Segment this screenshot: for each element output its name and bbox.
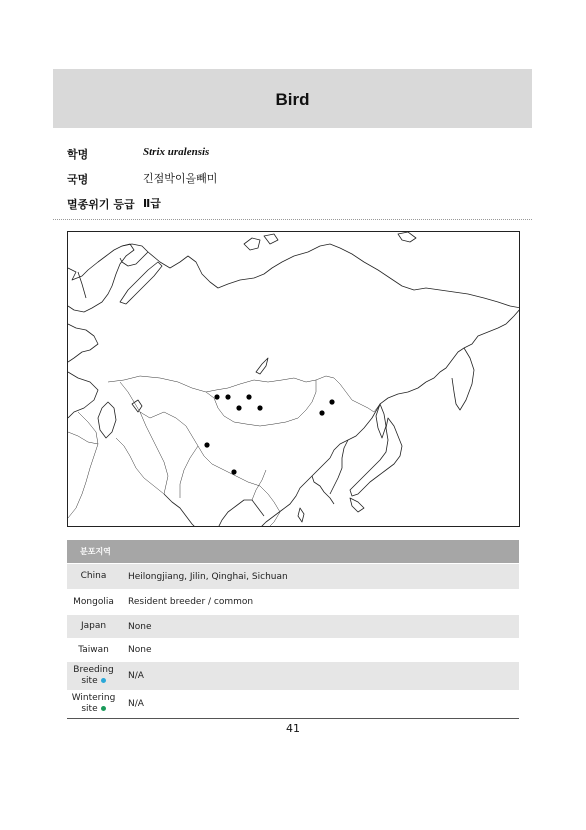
arctic-island-2: [264, 234, 278, 244]
scientific-name-label: 학명: [67, 148, 89, 161]
taiwan-coast: [298, 508, 304, 522]
russia-southern-border: [108, 376, 380, 412]
europe-coast: [68, 372, 98, 418]
occurrence-point: [257, 405, 262, 410]
new-siberian-islands-coast: [398, 232, 416, 242]
central-asia-border: [140, 412, 168, 494]
section-divider: [53, 219, 532, 220]
wintering-site-value: N/A: [128, 699, 144, 709]
breeding-dot-icon: [101, 678, 106, 683]
far-east-coast: [426, 308, 520, 382]
kazakhstan-border: [120, 382, 164, 418]
country-value: Heilongjiang, Jilin, Qinghai, Sichuan: [128, 571, 288, 582]
aral-coast: [132, 400, 142, 412]
iran-border: [116, 438, 164, 494]
coastlines: [68, 232, 520, 527]
country-name: China: [80, 571, 107, 581]
endangered-grade-label: 멸종위기 등급: [67, 198, 135, 211]
wintering-label-line2: site: [81, 704, 98, 714]
occurrence-point: [246, 394, 251, 399]
distribution-map: [67, 231, 520, 527]
country-value: None: [128, 621, 152, 632]
korean-name-label: 국명: [67, 173, 89, 186]
occurrence-point: [204, 442, 209, 447]
baltic-coast: [68, 324, 98, 362]
country-value: None: [128, 645, 152, 655]
map-svg: [68, 232, 520, 527]
caspian-coast: [98, 402, 116, 438]
japan-coast: [350, 418, 402, 496]
kola-coast: [120, 244, 148, 266]
himalaya-border: [180, 446, 198, 498]
table-row: [67, 564, 519, 589]
occurrence-point: [319, 410, 324, 415]
distribution-table-header: 분포지역: [67, 540, 519, 563]
occurrence-point: [329, 399, 334, 404]
table-row: [67, 589, 519, 615]
myanmar-border: [252, 470, 266, 500]
china-coast: [260, 476, 312, 527]
table-bottom-rule: [67, 718, 519, 719]
breeding-site-value: N/A: [128, 671, 144, 681]
occurrence-point: [214, 394, 219, 399]
table-row: [67, 662, 519, 690]
occurrence-point: [225, 394, 230, 399]
country-name: Taiwan: [78, 644, 109, 655]
india-west-coast: [164, 494, 196, 527]
arctic-island-1: [244, 238, 260, 250]
bay-of-bengal-coast: [218, 500, 264, 527]
kyushu-coast: [350, 498, 364, 512]
middle-east-border: [68, 412, 98, 518]
country-name: Mongolia: [73, 596, 114, 607]
manchuria-coast: [330, 404, 380, 458]
occurrence-point: [231, 469, 236, 474]
china-west-border: [164, 412, 280, 512]
wintering-dot-icon: [101, 706, 106, 711]
occurrence-points: [204, 394, 334, 474]
table-row: [67, 690, 519, 718]
breeding-site-label: [67, 665, 120, 687]
mongolia-border: [206, 380, 316, 426]
korea-east-coast: [330, 440, 348, 494]
wintering-label-line1: Wintering: [71, 693, 116, 703]
page-title: Bird: [275, 89, 310, 109]
header-band: [53, 69, 532, 128]
baikal-coast: [256, 358, 268, 374]
okhotsk-shore: [380, 382, 426, 404]
scandinavia-coast: [68, 244, 134, 312]
table-row: [67, 638, 519, 662]
table-row: [67, 615, 519, 638]
novaya-zemlya-coast: [120, 262, 162, 304]
arctic-coast: [148, 244, 520, 308]
korean-name-value: 긴점박이올빼미: [143, 172, 218, 185]
kamchatka-coast: [452, 348, 474, 410]
page-number: 41: [286, 722, 300, 735]
country-name: Japan: [80, 621, 107, 631]
korea-west-coast: [312, 458, 334, 504]
occurrence-point: [236, 405, 241, 410]
endangered-grade-value: Ⅱ급: [143, 197, 161, 210]
turkey-border: [68, 432, 98, 444]
country-value: Resident breeder / common: [128, 597, 254, 607]
breeding-label-line1: Breeding: [73, 665, 114, 675]
wintering-site-label: [67, 693, 120, 715]
scientific-name-value: Strix uralensis: [143, 146, 210, 158]
breeding-label-line2: site: [81, 676, 98, 686]
